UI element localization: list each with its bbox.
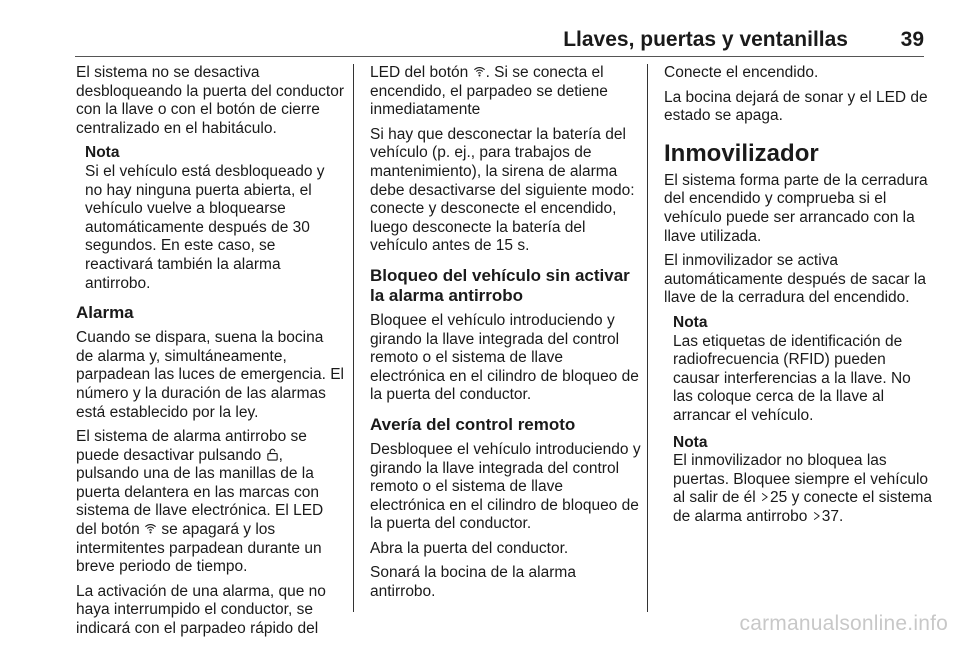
paragraph: Cuando se dispara, suena la bocina de alarma y, simultáneamente, parpadean las luces de emergencia. El número y la duración de las alarmas está establecido por la ley. <box>76 329 344 421</box>
note-box <box>664 434 934 527</box>
paragraph: El sistema forma parte de la cerradura del encendido y comprueba si el vehículo puede ser arrancado con la llave utilizada. <box>664 171 928 245</box>
column-2 <box>370 64 642 608</box>
note-title: Nota <box>85 144 120 162</box>
paragraph: Sonará la bocina de la alarma antirrobo. <box>370 564 576 601</box>
remote-signal-icon <box>473 65 486 78</box>
paragraph: Abra la puerta del conductor. <box>370 539 569 557</box>
paragraph: Si hay que desconectar la batería del vehículo (p. ej., para trabajos de mantenimiento), la sirena de alarma debe desactivarse del siguiente modo: conecte y desconecte el encendido, luego desconecte la batería del vehículo antes de 15 s. <box>370 125 635 255</box>
note-body: Las etiquetas de identificación de radiofrecuencia (RFID) pueden causar interferencias a la llave. No las coloque cerca de la llave al arrancar el vehículo. <box>673 332 911 424</box>
note-title: Nota <box>673 433 708 451</box>
section-heading-bloqueo: Bloqueo del vehículo sin activar la alarma antirrobo <box>370 265 630 305</box>
text-run: LED del botón <box>370 64 469 81</box>
paragraph: Desbloquee el vehículo introduciendo y girando la llave integrada del control remoto o el sistema de llave electrónica en el cilindro de bloqueo de la puerta del conductor. <box>370 440 641 533</box>
paragraph: Conecte el encendido. <box>664 64 819 81</box>
text-run: se apagará y los intermitentes parpadean durante un breve periodo de tiempo. <box>76 521 322 576</box>
watermark: carmanualsonline.info <box>739 612 948 635</box>
unlock-icon <box>266 448 279 461</box>
note-body: El inmovilizador no bloquea las puertas. Bloquee siempre el vehículo al salir de él <box>673 452 929 507</box>
column-divider <box>353 64 354 612</box>
paragraph: Bloquee el vehículo introduciendo y girando la llave integrada del control remoto o el sistema de llave electrónica en el cilindro de bloqueo de la puerta del conductor. <box>370 311 639 404</box>
section-heading-averia: Avería del control remoto <box>370 414 576 434</box>
page-reference-number: 37 <box>821 507 839 525</box>
header-divider <box>75 56 924 57</box>
column-3 <box>664 64 934 534</box>
paragraph: La bocina dejará de sonar y el LED de estado se apaga. <box>664 88 928 125</box>
remote-signal-icon <box>144 522 157 535</box>
section-heading-alarma: Alarma <box>76 303 134 323</box>
page-header <box>0 0 960 58</box>
page-reference-icon <box>760 491 770 503</box>
paragraph: La activación de una alarma, que no haya interrumpido el conductor, se indicará con el parpadeo rápido del <box>76 582 326 638</box>
paragraph <box>370 64 642 120</box>
section-heading-inmovilizador: Inmovilizador <box>664 139 819 167</box>
paragraph: El inmovilizador se activa automáticamente después de sacar la llave de la cerradura del encendido. <box>664 252 926 307</box>
note-body: y conecte el sistema de alarma antirrobo <box>673 489 933 525</box>
note-box <box>76 144 344 293</box>
column-1 <box>76 64 344 645</box>
page-number: 39 <box>900 28 924 51</box>
column-divider <box>647 64 648 612</box>
page-reference-icon <box>812 510 822 522</box>
page-reference-link[interactable] <box>760 489 787 506</box>
note-box <box>664 314 934 426</box>
text-run: . <box>838 507 844 525</box>
text-run: , pulsando una de las manillas de la puerta delantera en las marcas con sistema de llave electrónica. El LED del botón <box>76 446 324 539</box>
page-reference-link[interactable] <box>812 508 839 525</box>
page-reference-number: 25 <box>770 489 788 507</box>
note-title: Nota <box>673 313 708 331</box>
note-body: Si el vehículo está desbloqueado y no hay ninguna puerta abierta, el vehículo vuelve a bloquearse automáticamente después de 30 segundos. En este caso, se reactivará también la alarma antirrobo. <box>85 162 325 292</box>
page-title: Llaves, puertas y ventanillas <box>563 28 848 51</box>
paragraph: El sistema no se desactiva desbloqueando la puerta del conductor con la llave o con el botón de cierre centralizado en el habitáculo. <box>76 64 345 137</box>
paragraph <box>76 428 344 577</box>
text-run: El sistema de alarma antirrobo se puede desactivar pulsando <box>76 428 307 464</box>
text-run: . Si se conecta el encendido, el parpadeo se detiene inmediatamente <box>370 64 608 119</box>
